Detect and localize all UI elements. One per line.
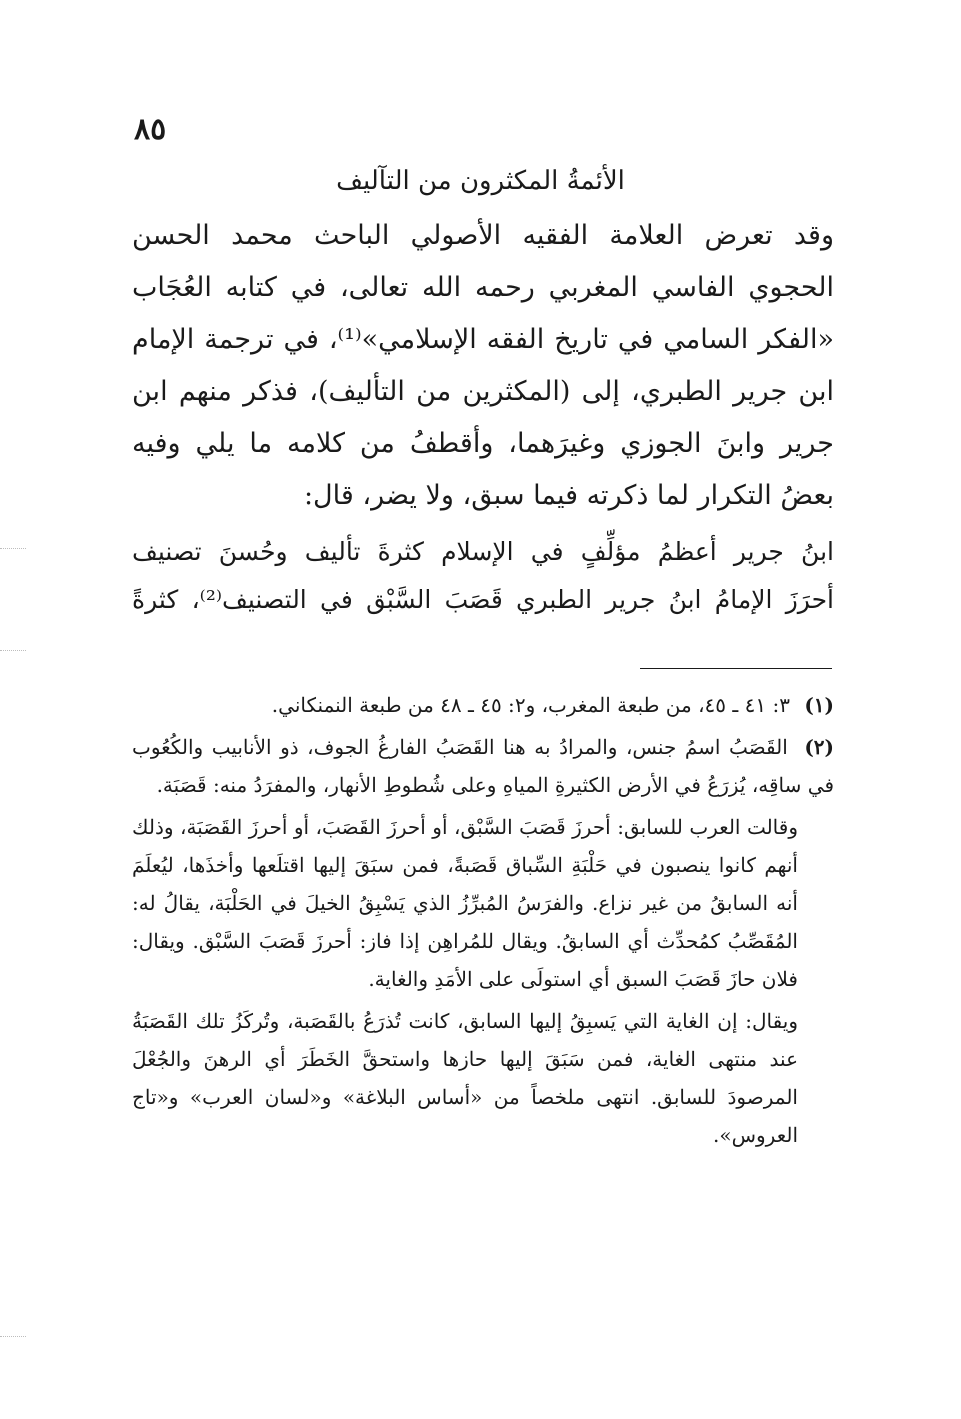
footnote-2 [132,728,834,804]
margin-scan-mark [0,1336,26,1337]
page-number: ٨٥ [134,112,167,147]
body-text [132,210,834,522]
verse-line-1: ابنُ جرير أعظمُ مؤلِّفٍ في الإسلام كثرةَ تأليف وحُسنَ تصنيف [132,537,834,566]
body-paragraph: وقد تعرض العلامة الفقيه الأصولي الباحث محمد الحسن الحجوي الفاسي المغربي رحمه الله تعالى، في كتابه العُجَاب «الفكر السامي في تاريخ الفقه الإسلامي»⁽¹⁾، في ترجمة الإمام ابن جرير الطبري، إلى (المكثرين من التأليف)، فذكر منهم ابن جرير وابنَ الجوزي وغيرَهما، وأقطفُ من كلامه ما يلي وفيه بعضُ التكرار لما ذكرته فيما سبق، ولا يضر، قال: [132,220,834,511]
verse-line-2: أحرَزَ الإمامُ ابنُ جرير الطبري قَصَبَ السَّبْق في التصنيف⁽²⁾، كثرةً [132,585,835,614]
footnote-text: ٣: ٤١ ـ ٤٥، من طبعة المغرب، و٢: ٤٥ ـ ٤٨ من طبعة النمنكاني. [271,693,790,717]
footnote-2-paragraph: ويقال: إن الغاية التي يَسبِقُ إليها السابق، كانت تُذرَعُ بالقَصَبة، وتُركَزُ تلك القَصَبَةُ عند منتهى الغاية، فمن سَبَقَ إليها حازها واستحقَّ الخَطَرَ أي الرهنَ والجُعْلَ المرصودَ للسابق. انتهى ملخصاً من «أساس البلاغة» و«لسان العرب» و«تاج العروس». [132,1009,798,1147]
footnote-text: القَصَبُ اسمُ جنس، والمرادُ به هنا القَصَبُ الفارغُ الجوف، ذو الأنابيب والكُعُوب في ساقِه، يُزرَعُ في الأرض الكثيرةِ المياهِ وعلى شُطوطِ الأنهار، والمفرَدُ منه: قَصَبَة. [132,735,834,797]
footnotes [132,686,834,1158]
footnote-2-paragraph: وقالت العرب للسابق: أحرزَ قَصَبَ السَّبْق، أو أحرزَ القَصَبَ، أو أحرزَ القَصَبَة، وذلك أنهم كانوا ينصبون في حَلْبَةِ السِّباق قَصَبةً، فمن سبَقَ إليها اقتلَعها وأخذَها، ليُعلَمَ أنه السابقُ من غير نزاع. والفرَسُ المُبرِّزُ الذي يَسْبِقُ الخيلَ في الحَلْبَة، يقالُ له: المُقَصِّبُ كمُحدِّث أي السابقُ. ويقال للمُراهِن إذا فاز: أحرزَ قَصَبَ السَّبْق. ويقال: فلان حازَ قَصَبَ السبق أي استولَى على الأمَدِ والغاية. [132,815,798,991]
section-heading: الأئمةُ المكثرون من التآليف [336,166,625,196]
footnote-1 [132,686,834,724]
verse-block [132,528,834,624]
footnote-number: (١) [804,693,834,717]
margin-scan-mark [0,650,26,651]
footnote-number: (٢) [804,735,834,759]
margin-scan-mark [0,548,26,549]
footnote-separator [640,668,832,669]
